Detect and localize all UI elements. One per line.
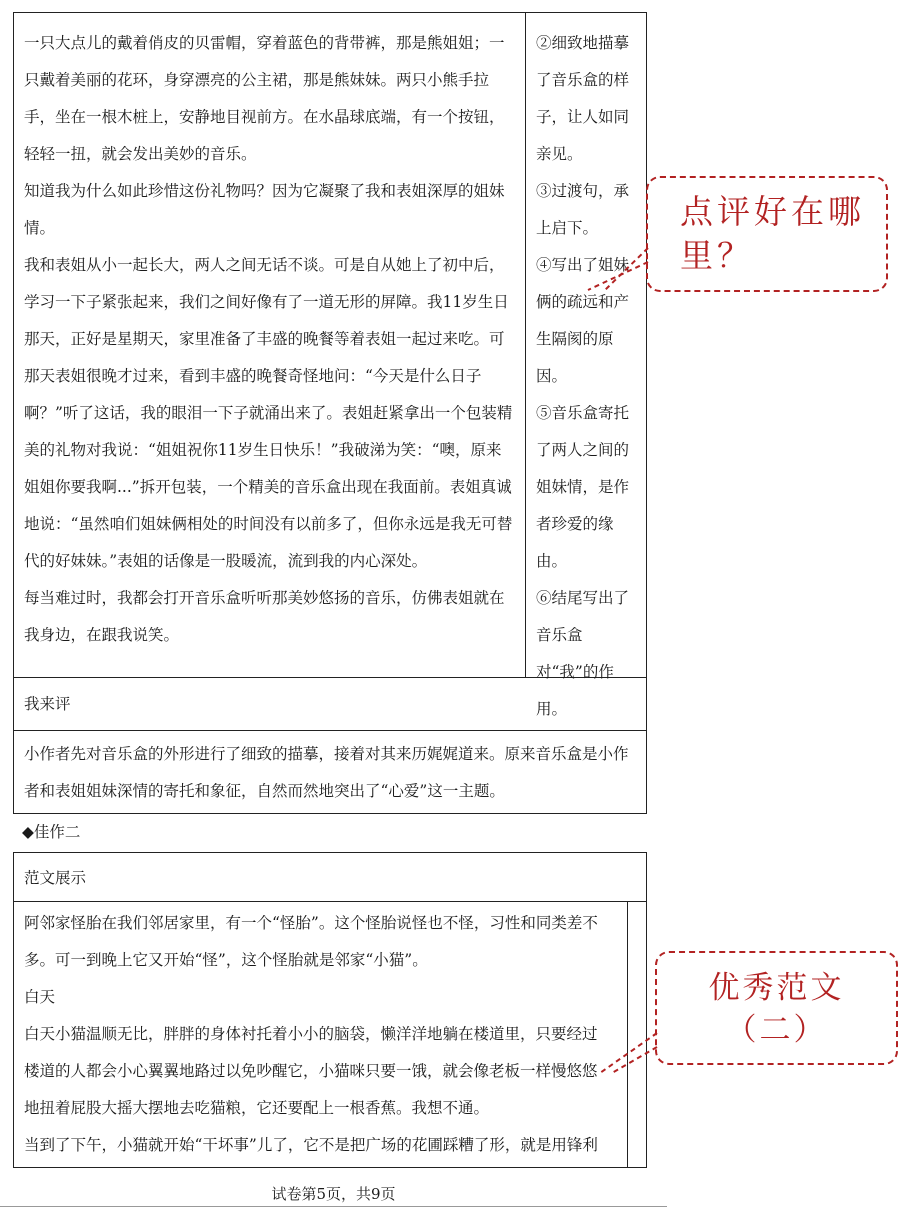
review-header: 我来评 [13, 677, 647, 731]
essay-paragraph: 知道我为什么如此珍惜这份礼物吗？因为它凝聚了我和表姐深厚的姐妹情。 [24, 182, 505, 237]
essay-paragraph: 我和表姐从小一起长大，两人之间无话不谈。可是自从她上了初中后，学习一下子紧张起来，我们之间好像有了一道无形的屏障。我11岁生日那天，正好是星期天，家里准备了丰盛的晚餐等着表姐一起过来吃。可那天表姐很晚才过来，看到丰盛的晚餐奇怪地问：“今天是什么日子啊？”听了这话，我的眼泪一下子就涌出来了。表姐赶紧拿出一个包装精美的礼物对我说：“姐姐祝你11岁生日快乐！”我破涕为笑：“噢，原来姐姐你要我啊...”拆开包装，一个精美的音乐盒出现在我面前。表姐真诚地说：“虽然咱们姐妹俩相处的时间没有以前多了，但你永远是我无可替代的好妹妹。”表姐的话像是一股暖流，流到我的内心深处。 [24, 256, 513, 570]
review-box [13, 730, 647, 814]
callout-comment: 点评好在哪里？ [646, 176, 888, 292]
review-text: 小作者先对音乐盒的外形进行了细致的描摹，接着对其来历娓娓道来。原来音乐盒是小作者和表姐姐妹深情的寄托和象征，自然而然地突出了“心爱”这一主题。 [24, 745, 629, 800]
essay-paragraph: 每当难过时，我都会打开音乐盒听听那美妙悠扬的音乐，仿佛表姐就在我身边，在跟我说笑。 [24, 589, 505, 644]
annotation-column [526, 13, 646, 718]
annotation-note: ④写出了姐妹俩的疏远和产生隔阂的原因。 [536, 256, 630, 385]
page-footer: 试卷第5页，共9页 [271, 1185, 396, 1203]
section-title: ◆佳作二 [22, 823, 81, 841]
column-divider [627, 901, 628, 1167]
essay-text-column [14, 13, 526, 677]
annotation-note: ⑥结尾写出了音乐盒对“我”的作用。 [536, 589, 630, 718]
model-essay-box [13, 901, 647, 1168]
essay-subheading: 白天 [24, 988, 56, 1006]
essay-paragraph: 当到了下午，小猫就开始“干坏事”儿了，它不是把广场的花圃踩糟了形，就是用锋利 [24, 1136, 598, 1154]
model-essay-header: 范文展示 [13, 852, 647, 902]
essay-paragraph: 白天小猫温顺无比，胖胖的身体衬托着小小的脑袋，懒洋洋地躺在楼道里，只要经过楼道的人都会小心翼翼地路过以免吵醒它，小猫咪只要一饿，就会像老板一样慢悠悠地扭着屁股大摇大摆地去吃猫粮，它还要配上一根香蕉。我想不通。 [24, 1025, 598, 1117]
callout-line: 优秀范文 [708, 970, 845, 1006]
annotation-note: ③过渡句，承上启下。 [536, 182, 630, 237]
annotation-note: ②细致地描摹了音乐盒的样子，让人如同亲见。 [536, 34, 630, 163]
callout-model-essay [655, 951, 898, 1065]
footer-rule [0, 1206, 667, 1207]
callout-line: （二） [725, 1012, 828, 1048]
annotation-note: ⑤音乐盒寄托了两人之间的姐妹情，是作者珍爱的缘由。 [536, 404, 630, 570]
model-essay-text [24, 905, 610, 1164]
essay-paragraph: 一只大点儿的戴着俏皮的贝雷帽，穿着蓝色的背带裤，那是熊姐姐；一只戴着美丽的花环，身穿漂亮的公主裙，那是熊妹妹。两只小熊手拉手，坐在一根木桩上，安静地目视前方。在水晶球底端，有一个按钮，轻轻一扭，就会发出美妙的音乐。 [24, 34, 505, 163]
essay-paragraph: 阿邻家怪胎在我们邻居家里，有一个“怪胎”。这个怪胎说怪也不怪，习性和同类差不多。可一到晚上它又开始“怪”，这个怪胎就是邻家“小猫”。 [24, 914, 598, 969]
